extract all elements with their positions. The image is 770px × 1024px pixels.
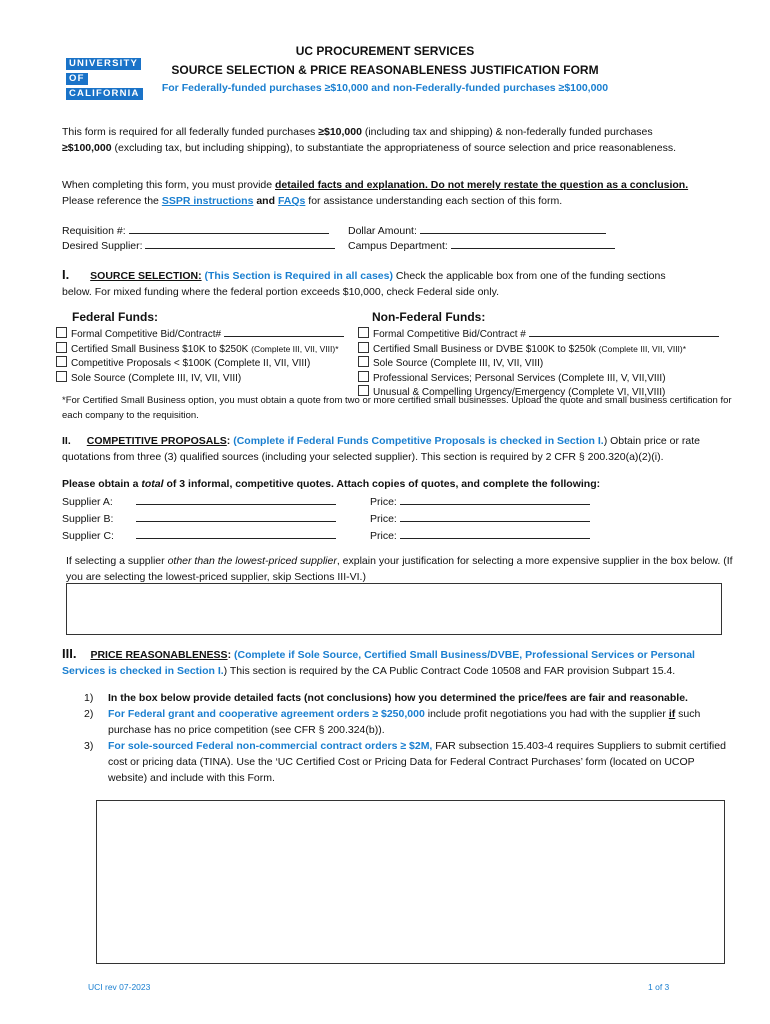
- checkbox[interactable]: [56, 327, 67, 338]
- intro-paragraph-2: When completing this form, you must provide detailed facts and explanation. Do not merely restate the question as a conclusion. Please reference the SSPR instructions and FAQs for assistance understanding each section of this form.: [62, 179, 689, 207]
- step-3: 3) For sole-sourced Federal non-commercial contract orders ≥ $2M, FAR subsection 15.403-4 requires Suppliers to submit certified cost or pricing data (TINA). Use the ‘UC Certified Cost or Pricing Data for Federal Contract Purchases’ form (located on UCOP website) and include with this Form.: [84, 740, 726, 784]
- faqs-link[interactable]: FAQs: [277, 195, 306, 207]
- supplier-a-row[interactable]: Supplier A: Price:: [62, 493, 590, 510]
- logo-line3: CALIFORNIA: [66, 88, 143, 100]
- revision-label: UCI rev 07-2023: [88, 982, 151, 992]
- federal-option-formal-bid[interactable]: Formal Competitive Bid/Contract#: [56, 327, 356, 342]
- checkbox[interactable]: [358, 371, 369, 382]
- logo-line2: OF: [66, 73, 88, 85]
- step-2: 2) For Federal grant and cooperative agreement orders ≥ $250,000 include profit negotiations you had with the supplier if such purchase has no price competition (see CFR § 200.324(b)).: [84, 708, 701, 736]
- intro-paragraph-1: This form is required for all federally funded purchases ≥$10,000 (including tax and shipping) & non-federally funded purchases ≥$100,000 (excluding tax, but including shipping), to substantiate the appropriateness of source selection and price reasonableness.: [62, 126, 676, 154]
- federal-option-small-business[interactable]: Certified Small Business $10K to $250K (Complete III, VII, VIII)*: [56, 342, 356, 357]
- price-reasonableness-textbox[interactable]: [96, 800, 725, 964]
- checkbox[interactable]: [56, 371, 67, 382]
- desired-supplier-field[interactable]: Desired Supplier:: [62, 237, 335, 254]
- requisition-field[interactable]: Requisition #:: [62, 222, 329, 239]
- supplier-b-row[interactable]: Supplier B: Price:: [62, 510, 590, 527]
- nonfederal-option-sole-source[interactable]: Sole Source (Complete III, IV, VII, VIII): [358, 356, 738, 371]
- supplier-c-row[interactable]: Supplier C: Price:: [62, 527, 590, 544]
- nonfederal-option-formal-bid[interactable]: Formal Competitive Bid/Contract #: [358, 327, 738, 342]
- nonfederal-funds-title: Non-Federal Funds:: [372, 310, 486, 324]
- justification-textbox[interactable]: [66, 583, 722, 635]
- nonfederal-option-professional-services[interactable]: Professional Services; Personal Services (Complete III, V, VII,VIII): [358, 371, 738, 386]
- small-business-footnote: *For Certified Small Business option, you must obtain a quote from two or more certified small businesses. Upload the quote and small business certification for each company to the requisition.: [62, 395, 732, 421]
- checkbox[interactable]: [56, 356, 67, 367]
- sspr-instructions-link[interactable]: SSPR instructions: [161, 195, 254, 207]
- lowest-price-note: If selecting a supplier other than the lowest-priced supplier, explain your justification for selecting a more expensive supplier in the box below. (If you are selecting the lowest-priced supplier, skip Sections III-VI.): [66, 555, 733, 583]
- price-reasonableness-steps: [84, 690, 730, 786]
- form-subtitle: SOURCE SELECTION & PRICE REASONABLENESS JUSTIFICATION FORM: [171, 63, 599, 77]
- page-number: 1 of 3: [648, 982, 670, 992]
- nonfederal-option-urgency[interactable]: Unusual & Compelling Urgency/Emergency (Complete VI, VII,VIII): [358, 385, 738, 400]
- form-title: UC PROCUREMENT SERVICES: [295, 44, 475, 58]
- federal-options: [56, 327, 356, 385]
- form-scope: For Federally-funded purchases ≥$10,000 and non-Federally-funded purchases ≥$100,000: [161, 82, 609, 94]
- logo-line1: UNIVERSITY: [66, 58, 141, 70]
- step-1: 1) In the box below provide detailed facts (not conclusions) how you determined the price/fees are fair and reasonable.: [84, 692, 688, 704]
- checkbox[interactable]: [358, 342, 369, 353]
- section-1-intro: I. SOURCE SELECTION: (This Section is Required in all cases) Check the applicable box from one of the funding sections below. For mixed funding where the federal portion exceeds $10,000, check Federal side only.: [62, 267, 666, 298]
- checkbox[interactable]: [56, 342, 67, 353]
- section-2-instructions: Please obtain a total of 3 informal, competitive quotes. Attach copies of quotes, and complete the following:: [62, 478, 601, 490]
- section-2-intro: II. COMPETITIVE PROPOSALS: (Complete if Federal Funds Competitive Proposals is checked in Section I.) Obtain price or rate quotations from three (3) qualified sources (including your selected supplier). This section is required by 2 CFR § 200.320(a)(2)(i).: [62, 435, 701, 463]
- supplier-quotes: [62, 493, 590, 544]
- checkbox[interactable]: [358, 356, 369, 367]
- nonfederal-option-small-business-dvbe[interactable]: Certified Small Business or DVBE $100K to $250k (Complete III, VII, VIII)*: [358, 342, 738, 357]
- section-3-intro: III. PRICE REASONABLENESS: (Complete if Sole Source, Certified Small Business/DVBE, Professional Services or Personal Services is checked in Section I.) This section is required by the CA Public Contract Code 10508 and FAR provision Subpart 15.4.: [62, 646, 695, 677]
- federal-funds-title: Federal Funds:: [72, 310, 159, 324]
- campus-department-field[interactable]: Campus Department:: [348, 237, 615, 254]
- federal-option-sole-source[interactable]: Sole Source (Complete III, IV, VII, VIII): [56, 371, 356, 386]
- nonfederal-options: [358, 327, 738, 400]
- checkbox[interactable]: [358, 327, 369, 338]
- dollar-amount-field[interactable]: Dollar Amount:: [348, 222, 606, 239]
- federal-option-competitive-proposals[interactable]: Competitive Proposals < $100K (Complete II, VII, VIII): [56, 356, 356, 371]
